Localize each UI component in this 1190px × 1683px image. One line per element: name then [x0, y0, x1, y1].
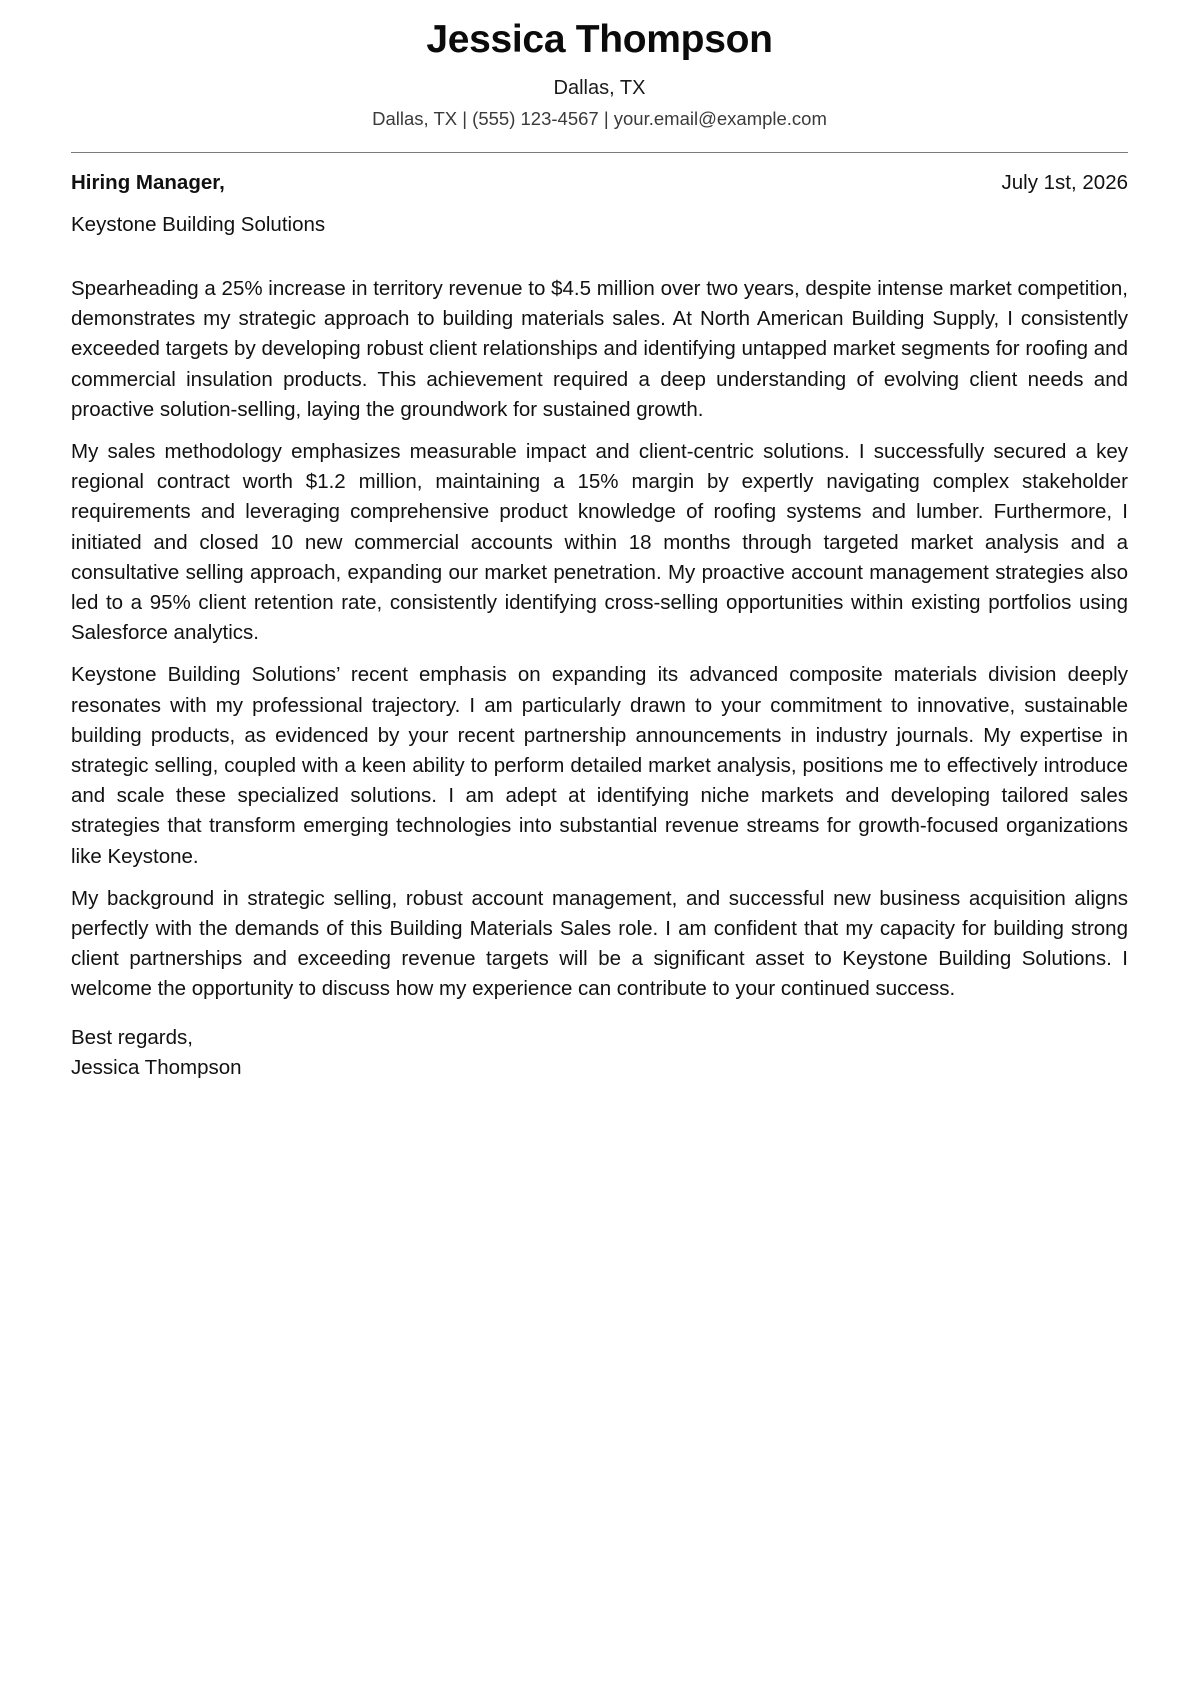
valediction: Best regards,	[71, 1025, 193, 1049]
recipient-row	[71, 169, 1128, 197]
body-paragraph: Spearheading a 25% increase in territory revenue to $4.5 million over two years, despite intense market competition, demonstrates my strategic approach to building materials sales. At North American Building Supply, I consistently exceeded targets by developing robust client relationships and identifying untapped market segments for roofing and commercial insulation products. This achievement required a deep understanding of evolving client needs and proactive solution-selling, laying the groundwork for sustained growth.	[71, 277, 1128, 421]
signature-name: Jessica Thompson	[71, 1055, 242, 1079]
body-paragraph: My sales methodology emphasizes measurable impact and client-centric solutions. I successfully secured a key regional contract worth $1.2 million, maintaining a 15% margin by expertly navigating complex stakeholder requirements and leveraging comprehensive product knowledge of roofing systems and lumber. Furthermore, I initiated and closed 10 new commercial accounts within 18 months through targeted market analysis and a consultative selling approach, expanding our market penetration. My proactive account management strategies also led to a 95% client retention rate, consistently identifying cross-selling opportunities within existing portfolios using Salesforce analytics.	[71, 440, 1128, 645]
letter-header	[71, 0, 1128, 131]
header-divider	[71, 152, 1128, 153]
letter-page	[71, 0, 1128, 1083]
applicant-name: Jessica Thompson	[426, 18, 773, 61]
letter-body	[71, 274, 1128, 1005]
contact-line: Dallas, TX | (555) 123-4567 | your.email@example.com	[372, 108, 827, 129]
body-paragraph: Keystone Building Solutions’ recent emphasis on expanding its advanced composite materials division deeply resonates with my professional trajectory. I am particularly drawn to your commitment to innovative, sustainable building products, as evidenced by your recent partnership announcements in industry journals. My expertise in strategic selling, coupled with a keen ability to perform detailed market analysis, positions me to effectively introduce and scale these specialized solutions. I am adept at identifying niche markets and developing tailored sales strategies that transform emerging technologies into substantial revenue streams for growth-focused organizations like Keystone.	[71, 663, 1128, 868]
body-paragraph: My background in strategic selling, robust account management, and successful new business acquisition aligns perfectly with the demands of this Building Materials Sales role. I am confident that my capacity for building strong client partnerships and exceeding revenue targets will be a significant asset to Keystone Building Solutions. I welcome the opportunity to discuss how my experience can contribute to your continued success.	[71, 886, 1128, 1001]
applicant-location: Dallas, TX	[553, 77, 646, 99]
salutation: Hiring Manager,	[71, 171, 225, 194]
recipient-company: Keystone Building Solutions	[71, 213, 326, 236]
letter-date: July 1st, 2026	[1001, 171, 1128, 194]
letter-closing	[71, 1023, 1128, 1083]
